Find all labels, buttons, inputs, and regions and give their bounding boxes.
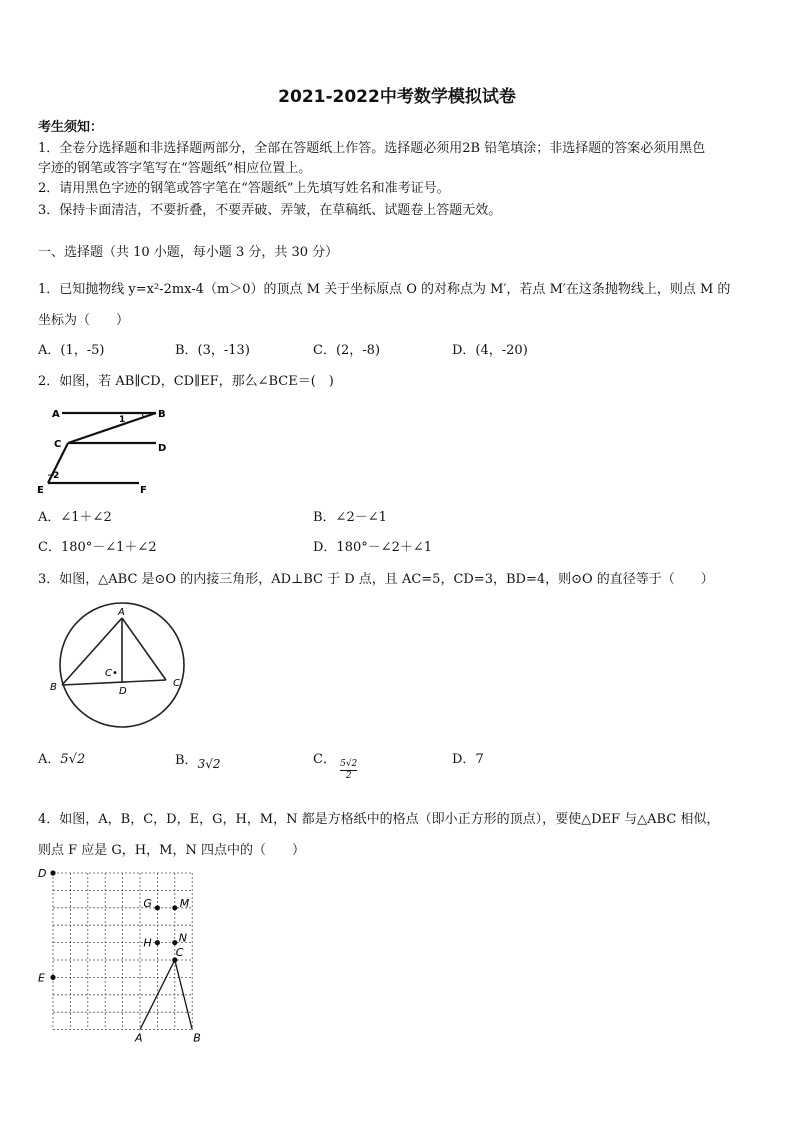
side-ac (122, 618, 166, 680)
notice-heading: 考生须知： (38, 120, 104, 135)
option-prefix: A． (38, 752, 61, 767)
label-d: D (158, 443, 167, 454)
label-e: E (38, 971, 45, 985)
label-h: H (143, 936, 152, 950)
fraction (340, 759, 357, 782)
q4-stem-line2: 则点 F 应是 G，H，M，N 四点中的（ ） (38, 843, 305, 858)
point-n (172, 940, 177, 945)
point-e (50, 975, 55, 980)
label-angle-2: 2 (53, 471, 60, 481)
label-angle-1: 1 (119, 415, 126, 425)
q1-option-b: B．(3，-13) (175, 343, 250, 358)
notice-line: 2．请用黑色字迹的钢笔或答字笔在“答题纸”上先填写姓名和准考证号。 (38, 181, 450, 196)
label-f: F (140, 485, 147, 496)
label-c: C (54, 439, 62, 450)
notice-line: 1．全卷分选择题和非选择题两部分，全部在答题纸上作答。选择题必须用2B 铅笔填涂；非选择题的答案必须用黑色 (38, 141, 706, 156)
fraction-numerator: 5√2 (340, 759, 358, 769)
point-h (155, 940, 160, 945)
label-b: B (50, 682, 57, 693)
label-n: N (178, 931, 188, 945)
q2-figure (34, 403, 174, 498)
q3-option-a (38, 752, 85, 768)
q4-stem-line1: 4．如图，A，B，C，D，E，G，H，M，N 都是方格纸中的格点（即小正方形的顶点），要使△DEF 与△ABC 相似， (38, 812, 720, 827)
option-value: 3√2 (197, 757, 221, 771)
q3-option-c (313, 752, 358, 781)
label-b: B (193, 1031, 201, 1045)
fraction-denominator: 2 (345, 771, 352, 781)
notice-line: 字迹的钢笔或答字笔写在“答题纸”相应位置上。 (38, 161, 312, 176)
side-bc (62, 680, 166, 685)
q3-option-b (175, 752, 220, 769)
page-title: 2021-2022中考数学模拟试卷 (278, 87, 516, 107)
q3-option-d (452, 752, 484, 768)
q1-option-d: D．(4，-20) (452, 343, 528, 358)
label-m: M (179, 896, 190, 910)
option-value: 5√2 (60, 752, 86, 767)
q2-stem: 2．如图，若 AB∥CD，CD∥EF，那么∠BCE＝( ) (38, 374, 334, 389)
point-m (172, 905, 177, 910)
label-c: C (175, 946, 184, 959)
q2-option-b: B．∠2－∠1 (313, 510, 387, 525)
label-d: D (38, 867, 47, 880)
label-b: B (158, 409, 166, 420)
label-g: G (143, 896, 152, 910)
q3-stem: 3．如图，△ABC 是⊙O 的内接三角形，AD⊥BC 于 D 点，且 AC=5，CD=3，BD=4，则⊙O 的直径等于（ ） (38, 572, 714, 587)
point-d (50, 870, 55, 875)
q2-option-c: C．180°－∠1＋∠2 (38, 540, 157, 555)
label-a: A (118, 607, 125, 618)
option-prefix: D． (452, 752, 476, 767)
point-g (155, 905, 160, 910)
q2-option-a: A．∠1＋∠2 (38, 510, 112, 525)
label-a: A (135, 1031, 143, 1045)
label-a: A (52, 409, 60, 420)
option-value: 7 (475, 752, 484, 767)
q1-option-c: C．(2，-8) (313, 343, 381, 358)
label-c: C (173, 678, 180, 689)
label-center: C• (105, 668, 118, 679)
q2-option-d: D．180°－∠2＋∠1 (313, 540, 433, 555)
option-prefix: C． (313, 752, 336, 767)
notice-line: 3．保持卡面清洁，不要折叠，不要弄破、弄皱，在草稿纸、试题卷上答题无效。 (38, 203, 502, 218)
q4-figure (36, 864, 206, 1045)
option-prefix: B． (175, 753, 198, 768)
segment-bc (68, 413, 156, 443)
label-d: D (119, 686, 127, 697)
q1-stem-line2: 坐标为（ ） (38, 313, 130, 328)
q1-option-a: A．(1，-5) (38, 343, 105, 358)
label-e: E (37, 485, 44, 496)
q3-figure (48, 604, 198, 729)
section-heading: 一、选择题（共 10 小题，每小题 3 分，共 30 分） (38, 245, 339, 260)
q1-stem-line1: 1．已知抛物线 y=x²-2mx-4（m＞0）的顶点 M 关于坐标原点 O 的对称点为 M′，若点 M′在这条抛物线上，则点 M 的 (38, 282, 731, 297)
